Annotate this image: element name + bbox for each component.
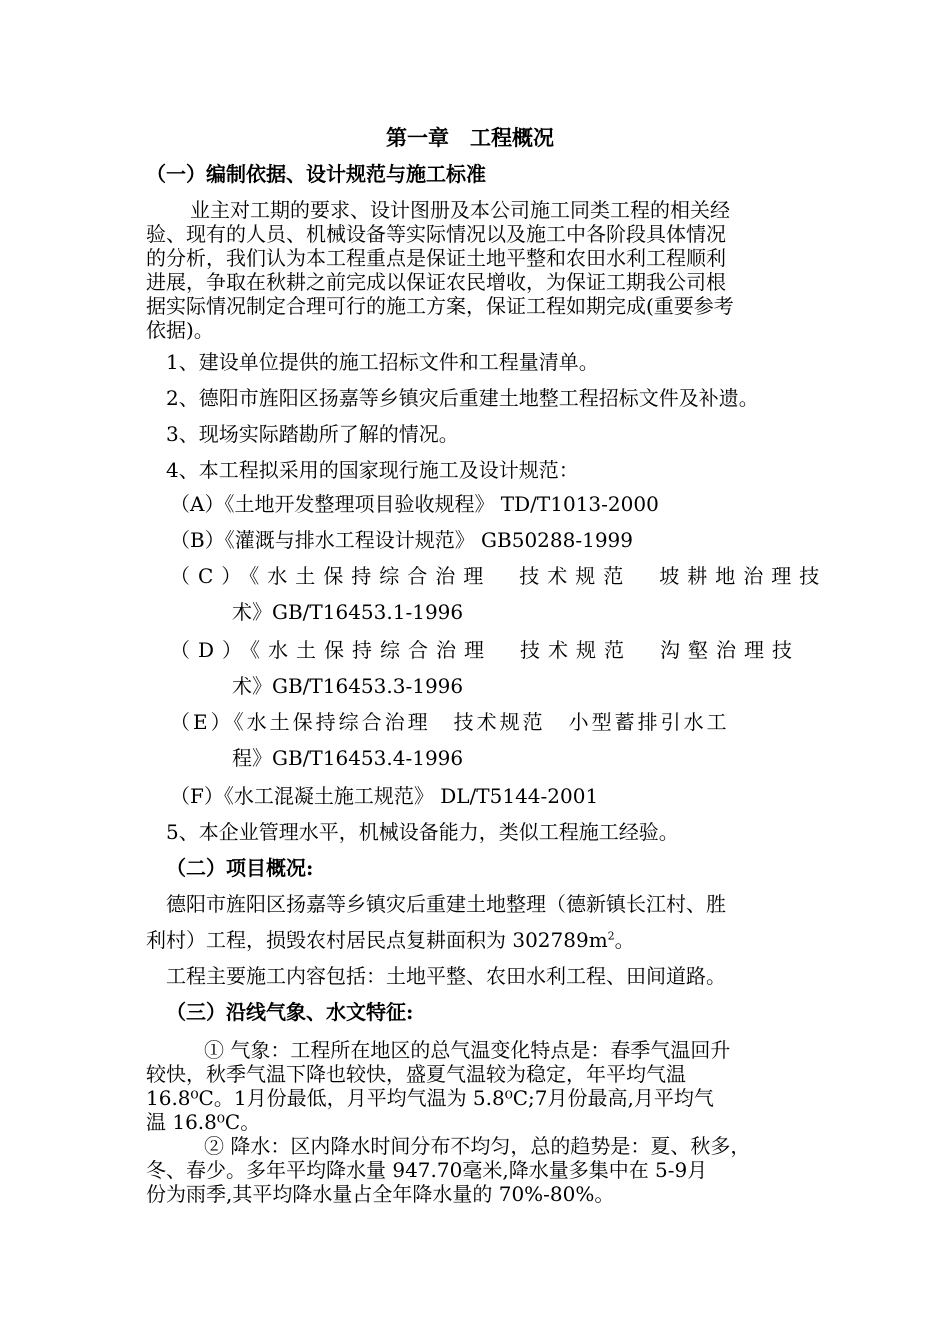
intro-line: 业主对工期的要求、设计图册及本公司施工同类工程的相关经 <box>190 198 730 222</box>
rainfall-line: 冬、春少。多年平均降水量 947.70毫米,降水量多集中在 5-9月 <box>146 1158 708 1182</box>
weather-line: 温 16.8⁰C。 <box>146 1110 261 1134</box>
intro-line: 据实际情况制定合理可行的施工方案，保证工程如期完成(重要参考 <box>146 294 734 318</box>
basis-item: 2、德阳市旌阳区扬嘉等乡镇灾后重建土地整工程招标文件及补遗。 <box>166 386 759 410</box>
sentence-end: 。 <box>614 928 635 952</box>
standard-item-continued: 程》GB/T16453.4-1996 <box>232 746 464 770</box>
standard-item: （E）《水土保持综合治理 技术规范 小型蓄排引水工 <box>170 710 730 734</box>
intro-line: 的分析，我们认为本工程重点是保证土地平整和农田水利工程顺利 <box>146 246 726 270</box>
rainfall-line: ② 降水：区内降水时间分布不均匀，总的趋势是：夏、秋多， <box>204 1134 751 1158</box>
overview-paragraph: 德阳市旌阳区扬嘉等乡镇灾后重建土地整理（德新镇长江村、胜 <box>166 892 726 916</box>
chapter-title: 第一章 工程概况 <box>386 125 554 150</box>
standard-item-continued: 术》GB/T16453.1-1996 <box>232 600 464 624</box>
standard-item: （A）《土地开发整理项目验收规程》 TD/T1013-2000 <box>170 492 659 516</box>
basis-item: 3、现场实际踏勘所了解的情况。 <box>166 422 459 446</box>
weather-line: 较快，秋季气温下降也较快，盛夏气温较为稳定，年平均气温 <box>146 1062 686 1086</box>
section-heading-basis: （一）编制依据、设计规范与施工标准 <box>146 162 486 186</box>
area-unit-superscript: 2 <box>607 929 615 943</box>
rainfall-line: 份为雨季,其平均降水量占全年降水量的 70%-80%。 <box>146 1182 615 1206</box>
basis-item: 5、本企业管理水平，机械设备能力，类似工程施工经验。 <box>166 820 679 844</box>
standard-item: （D）《水土保持综合治理 技术规范 沟壑治理技 <box>170 638 801 662</box>
intro-line: 验、现有的人员、机械设备等实际情况以及施工中各阶段具体情况 <box>146 222 726 246</box>
basis-item: 4、本工程拟采用的国家现行施工及设计规范： <box>166 458 579 482</box>
standard-item: （F）《水工混凝土施工规范》 DL/T5144-2001 <box>170 784 599 808</box>
standard-item: （B）《灌溉与排水工程设计规范》 GB50288-1999 <box>170 528 634 552</box>
intro-line: 进展，争取在秋耕之前完成以保证农民增收，为保证工期我公司根 <box>146 270 726 294</box>
construction-content: 工程主要施工内容包括：土地平整、农田水利工程、田间道路。 <box>166 964 726 988</box>
standard-item: （C）《水土保持综合治理 技术规范 坡耕地治理技 <box>170 564 828 588</box>
standard-item-continued: 术》GB/T16453.3-1996 <box>232 674 464 698</box>
section-heading-overview: （二）项目概况: <box>166 856 314 880</box>
area-text: 利村）工程，损毁农村居民点复耕面积为 302789m <box>146 928 608 952</box>
section-heading-climate: （三）沿线气象、水文特征: <box>166 1000 414 1024</box>
basis-item: 1、建设单位提供的施工招标文件和工程量清单。 <box>166 350 599 374</box>
intro-line: 依据)。 <box>146 318 214 342</box>
weather-line: 16.8⁰C。1月份最低，月平均气温为 5.8⁰C;7月份最高,月平均气 <box>146 1086 714 1110</box>
overview-paragraph <box>146 928 635 952</box>
weather-line: ① 气象：工程所在地区的总气温变化特点是：春季气温回升 <box>204 1038 731 1062</box>
